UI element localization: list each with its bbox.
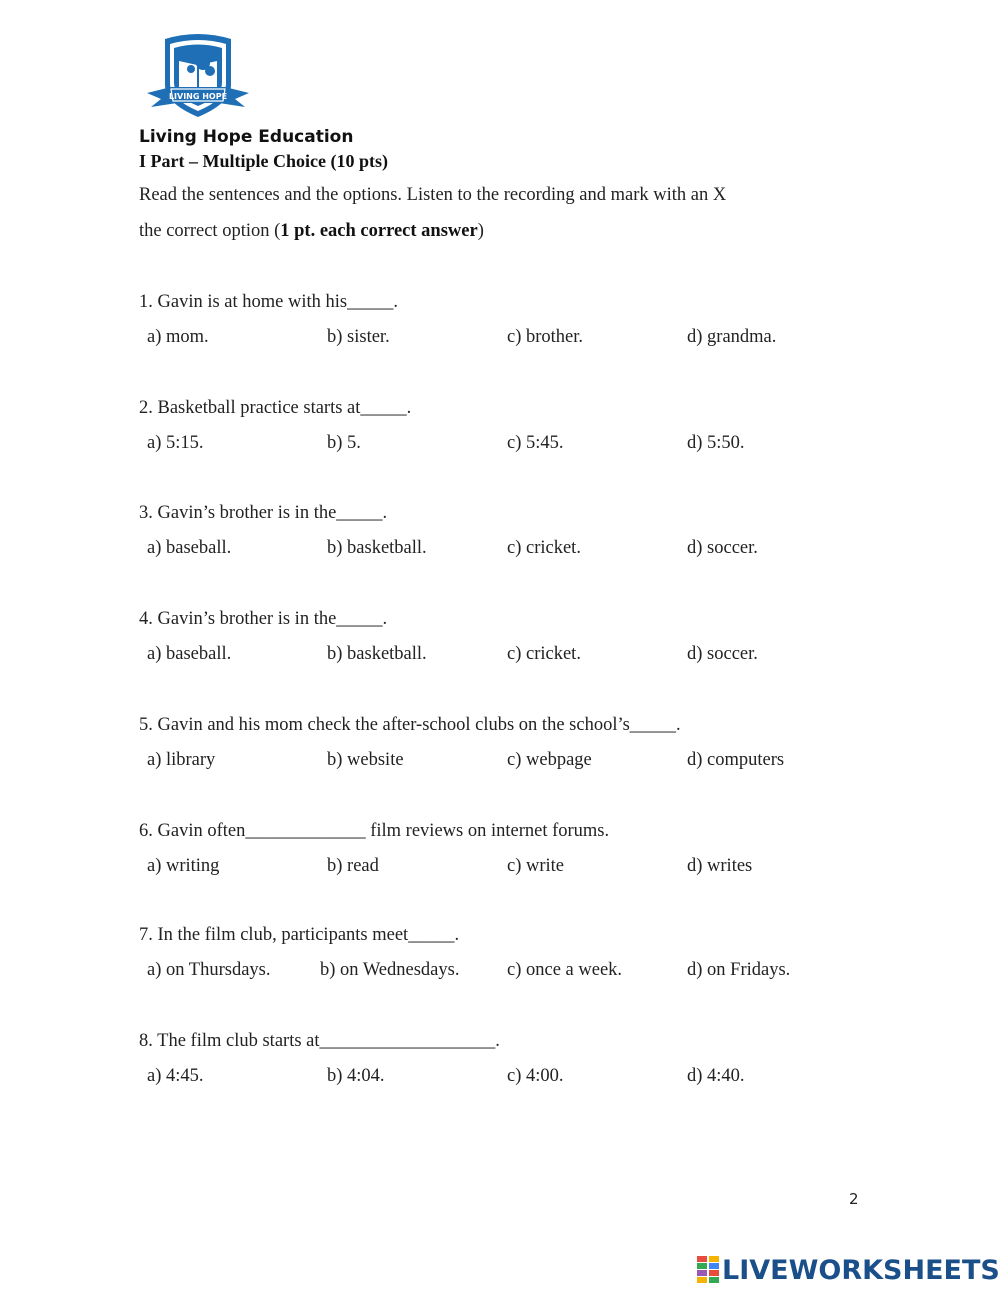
option-c[interactable]: c) cricket. — [507, 644, 581, 664]
option-a[interactable]: a) library — [147, 750, 216, 770]
option-a[interactable]: a) 4:45. — [147, 1066, 204, 1086]
question-text: 3. Gavin’s brother is in the_____. — [139, 503, 388, 523]
question-text: 6. Gavin often_____________ film reviews on internet forums. — [139, 821, 610, 841]
option-d[interactable]: d) on Fridays. — [687, 960, 791, 980]
option-c[interactable]: c) once a week. — [507, 960, 623, 980]
instructions-line-1: Read the sentences and the options. Listen to the recording and mark with an X — [139, 185, 727, 205]
colored-blocks-icon — [697, 1256, 719, 1284]
option-c[interactable]: c) 5:45. — [507, 433, 564, 453]
option-c[interactable]: c) cricket. — [507, 538, 581, 558]
option-a[interactable]: a) mom. — [147, 327, 209, 347]
option-c[interactable]: c) webpage — [507, 750, 592, 770]
instructions-prefix: the correct option ( — [139, 221, 281, 241]
option-a[interactable]: a) writing — [147, 856, 220, 876]
option-b[interactable]: b) website — [327, 750, 404, 770]
option-a[interactable]: a) baseball. — [147, 538, 232, 558]
instructions-bold: 1 pt. each correct answer — [280, 221, 478, 241]
page-number: 2 — [849, 1190, 859, 1208]
logo-text: LIVING HOPE — [168, 92, 228, 101]
option-c[interactable]: c) brother. — [507, 327, 584, 347]
option-d[interactable]: d) 4:40. — [687, 1066, 745, 1086]
option-a[interactable]: a) baseball. — [147, 644, 232, 664]
liveworksheets-text: LIVEWORKSHEETS — [722, 1254, 1000, 1286]
instructions-suffix: ) — [477, 221, 484, 241]
option-a[interactable]: a) on Thursdays. — [147, 960, 271, 980]
option-b[interactable]: b) on Wednesdays. — [320, 960, 460, 980]
option-d[interactable]: d) grandma. — [687, 327, 777, 347]
organization-name: Living Hope Education — [139, 127, 354, 147]
option-b[interactable]: b) 5. — [327, 433, 361, 453]
option-b[interactable]: b) basketball. — [327, 644, 427, 664]
option-b[interactable]: b) sister. — [327, 327, 390, 347]
option-d[interactable]: d) computers — [687, 750, 785, 770]
option-a[interactable]: a) 5:15. — [147, 433, 204, 453]
option-d[interactable]: d) soccer. — [687, 538, 758, 558]
instructions-line-2 — [139, 221, 484, 242]
question-text: 7. In the film club, participants meet_____. — [139, 925, 460, 945]
question-text: 1. Gavin is at home with his_____. — [139, 292, 398, 312]
option-b[interactable]: b) basketball. — [327, 538, 427, 558]
option-d[interactable]: d) writes — [687, 856, 753, 876]
question-text: 8. The film club starts at___________________. — [139, 1031, 500, 1051]
option-b[interactable]: b) read — [327, 856, 379, 876]
question-text: 2. Basketball practice starts at_____. — [139, 398, 412, 418]
option-b[interactable]: b) 4:04. — [327, 1066, 385, 1086]
option-c[interactable]: c) 4:00. — [507, 1066, 564, 1086]
question-text: 5. Gavin and his mom check the after-school clubs on the school’s_____. — [139, 715, 681, 735]
option-d[interactable]: d) soccer. — [687, 644, 758, 664]
school-logo — [143, 33, 253, 127]
option-d[interactable]: d) 5:50. — [687, 433, 745, 453]
option-c[interactable]: c) write — [507, 856, 565, 876]
question-text: 4. Gavin’s brother is in the_____. — [139, 609, 388, 629]
liveworksheets-logo[interactable] — [697, 1254, 1000, 1286]
shield-book-tree-icon — [143, 33, 253, 127]
part-title: I Part – Multiple Choice (10 pts) — [139, 151, 388, 171]
